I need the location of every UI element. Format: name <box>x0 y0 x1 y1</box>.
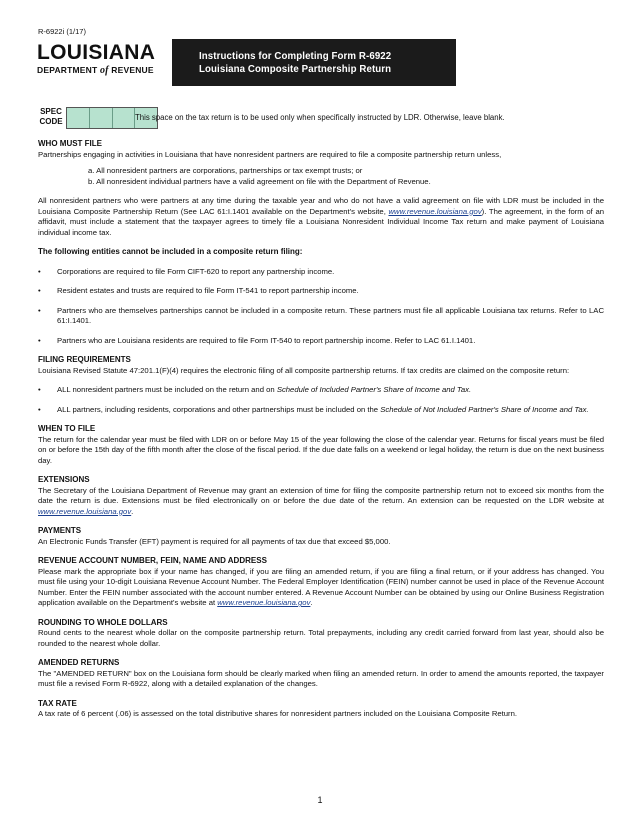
spec-label-line2: CODE <box>39 117 63 126</box>
banner-title-line1: Instructions for Completing Form R-6922 <box>199 51 392 62</box>
section-heading: AMENDED RETURNS <box>38 658 120 667</box>
text-span: ). The agreement, in the form of an affidavit, must include a statement that the taxpayer agrees to timely file a Louisiana Nonresident Individual Income Tax return and make payment of Louisiana individual income tax. <box>38 206 604 237</box>
subsection-heading: The following entities cannot be included in a composite return filing: <box>38 247 303 256</box>
spec-label-line1: SPEC <box>40 107 62 116</box>
bullet-item: • Corporations are required to file Form CIFT-620 to report any partnership income. <box>38 267 604 278</box>
section-heading: TAX RATE <box>38 698 77 708</box>
bullet-item: • Partners who are themselves partnerships cannot be included in a composite return. These partners must file all applicable Louisiana tax returns. Refer to LAC 61:I.1401. <box>38 306 604 327</box>
spec-code-label <box>38 107 64 127</box>
section-heading: ROUNDING TO WHOLE DOLLARS <box>38 617 168 627</box>
text-span: . <box>310 598 313 607</box>
text-span: The Secretary of the Louisiana Department of Revenue may grant an extension of time for filing the composite partnership return not to exceed six months from the date the return is due. Extensions must be filed electronically on or before the due date of the return. An extension can be requested on the LDR website at <box>38 485 604 505</box>
section-heading: WHO MUST FILE <box>38 139 102 148</box>
title-banner <box>172 39 456 86</box>
section-heading: FILING REQUIREMENTS <box>38 355 131 364</box>
form-number: R-6922i (1/17) <box>38 27 86 36</box>
paragraph: The "AMENDED RETURN" box on the Louisiana form should be clearly marked when filing an amended return. In order to amend the amounts reported, the taxpayer must file a revised Form R-6922, along with a detailed explanation of the changes. <box>38 668 604 688</box>
list-item: b. All nonresident individual partners have a valid agreement on file with the Department of Revenue. <box>88 176 431 186</box>
spec-code-note: This space on the tax return is to be used only when specifically instructed by LDR. Otherwise, leave blank. <box>135 113 505 122</box>
paragraph <box>38 567 604 609</box>
logo-sub-text <box>37 65 161 76</box>
logo-sub-pre: DEPARTMENT <box>37 65 100 75</box>
banner-title-line2: Louisiana Composite Partnership Return <box>199 64 392 75</box>
paragraph: An Electronic Funds Transfer (EFT) payment is required for all payments of tax due that exceed $5,000. <box>38 536 391 546</box>
page-number: 1 <box>317 795 323 805</box>
logo-sub-post: REVENUE <box>108 65 154 75</box>
website-link[interactable]: www.revenue.louisiana.gov <box>388 206 482 216</box>
spec-box[interactable] <box>90 108 113 128</box>
paragraph: Louisiana Revised Statute 47:201.1(F)(4) requires the electronic filing of all composite partnership returns. If tax credits are claimed on the composite return: <box>38 365 570 375</box>
text-span: ALL nonresident partners must be included on the return and on <box>57 385 277 394</box>
paragraph <box>38 196 604 238</box>
paragraph <box>38 486 604 518</box>
text-span: ALL partners, including residents, corporations and other partnerships must be included on the <box>57 404 381 414</box>
section-heading: REVENUE ACCOUNT NUMBER, FEIN, NAME AND ADDRESS <box>38 556 267 565</box>
bullet-item: • Resident estates and trusts are required to file Form IT-541 to report partnership income. <box>38 286 604 297</box>
schedule-name: Schedule of Not Included Partner's Share of Income and Tax. <box>380 404 589 414</box>
spec-box[interactable] <box>67 108 90 128</box>
website-link[interactable]: www.revenue.louisiana.gov <box>38 506 132 516</box>
paragraph: The return for the calendar year must be filed with LDR on or before May 15 of the year following the close of the calendar year. Returns for fiscal years must be filed on or before the 15th day of the fifth month after the close of the fiscal period. If the due date falls on a weekend or legal holiday, the return is due on the next business day. <box>38 434 604 465</box>
paragraph: Round cents to the nearest whole dollar on the composite partnership return. Total prepayments, including any credit carried forward from last year, should also be rounded to the nearest whole dollar. <box>38 628 604 648</box>
schedule-name: Schedule of Included Partner's Share of Income and Tax. <box>276 385 472 394</box>
paragraph: A tax rate of 6 percent (.06) is assessed on the total distributive shares for nonresident partners included on the Louisiana Composite Return. <box>38 709 518 718</box>
logo-main-text: LOUISIANA <box>37 41 156 64</box>
text-span: Please mark the appropriate box if your name has changed, if you are filing an amended return, if you are filing a final return, or if your address has changed. You must file using your 10-digit Louisiana Revenue Account Number. The Federal Employer Identification (FEIN) number cannot be used in place of the Revenue Account Number. Enter the FEIN number associated with the account number entered. A Revenue Account Number can be obtained by using our Online Business Registration application available on the Department's website at <box>38 566 604 607</box>
spec-box[interactable] <box>113 108 136 128</box>
text-span: . <box>131 506 134 516</box>
section-heading: EXTENSIONS <box>38 475 90 484</box>
bullet-item <box>38 405 604 416</box>
list-item: a. All nonresident partners are corporations, partnerships or tax exempt trusts; or <box>88 166 363 175</box>
section-heading: WHEN TO FILE <box>38 424 96 433</box>
ldr-logo <box>37 42 161 76</box>
section-heading: PAYMENTS <box>38 526 82 535</box>
paragraph: Partnerships engaging in activities in Louisiana that have nonresident partners are required to file a composite partnership return unless, <box>38 149 502 159</box>
bullet-item: • Partners who are Louisiana residents are required to file Form IT-540 to report partnership income. Refer to LAC 61.I.1401. <box>38 336 604 347</box>
instructions-body <box>38 139 604 720</box>
logo-sub-of: of <box>99 65 109 76</box>
bullet-item <box>38 385 604 396</box>
website-link[interactable]: www.revenue.louisiana.gov <box>217 598 311 607</box>
text-span: All nonresident partners who were partners at any time during the taxable year and who do not have a valid agreement on file with LDR must be included in the Louisiana Composite Partnership Return (See LAC 61:I.1401 available on the Department's website, <box>38 196 604 216</box>
